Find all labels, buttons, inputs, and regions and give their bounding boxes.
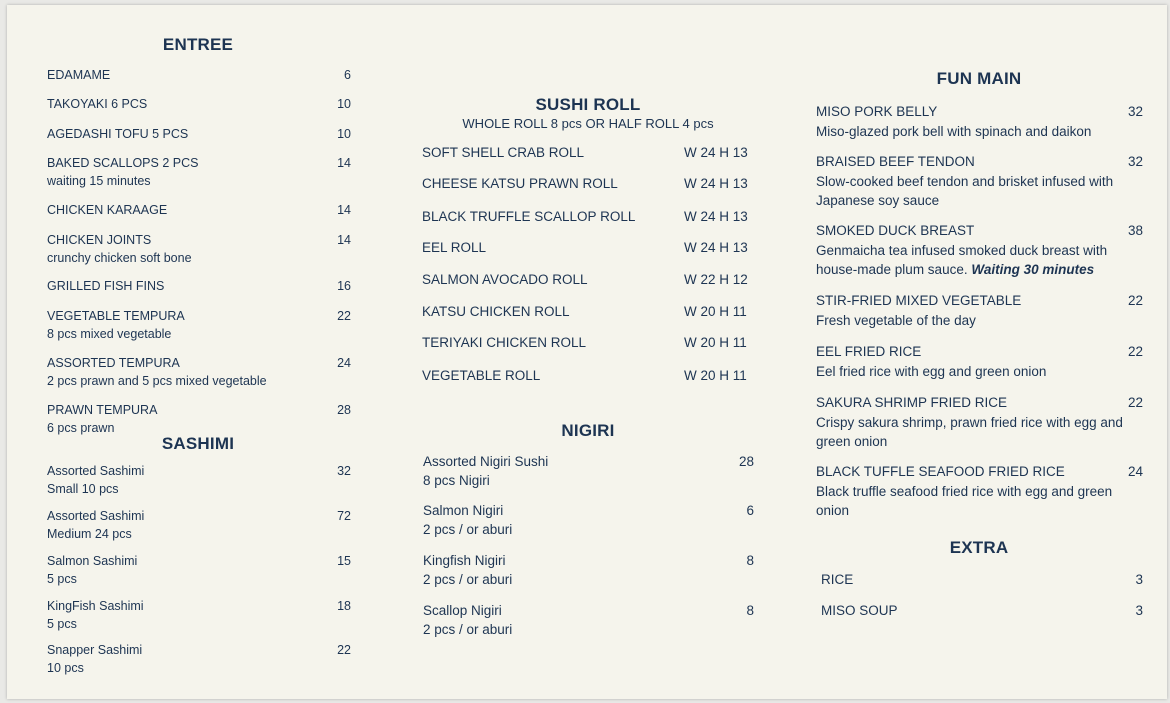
entree-item [47,201,351,219]
item-name: KingFish Sashimi [47,599,144,613]
item-name: SMOKED DUCK BREAST [816,223,975,238]
item-price: 14 [337,156,351,170]
item-description: Fresh vegetable of the day [816,312,976,328]
item-name: Scallop Nigiri [423,603,502,618]
sashimi-item [47,507,351,543]
item-description: 5 pcs [47,617,77,631]
roll-name: VEGETABLE ROLL [422,368,541,383]
sushi-roll-item [422,303,762,321]
fun-main-heading: FUN MAIN [936,69,1022,88]
sashimi-item [47,462,351,498]
item-description: Black truffle seafood fried rice with egg and green onion [816,483,1113,518]
sashimi-heading: SASHIMI [161,434,235,453]
item-name: CHICKEN JOINTS [47,233,152,247]
item-name: STIR-FRIED MIXED VEGETABLE [816,293,1022,308]
item-name: Assorted Sashimi [47,464,145,478]
item-description: 6 pcs prawn [47,421,115,435]
item-name: Salmon Sashimi [47,554,138,568]
extra-heading: EXTRA [949,538,1009,557]
item-name: RICE [821,572,854,587]
fun-main-item [816,291,1143,330]
item-price: 32 [1127,104,1143,119]
fun-main-item [816,462,1143,521]
entree-item [47,154,351,190]
nigiri-item [423,453,754,490]
item-price: 38 [1127,223,1143,238]
item-price: 15 [337,554,351,568]
roll-name: SALMON AVOCADO ROLL [422,272,588,287]
roll-name: EEL ROLL [422,240,487,255]
sushi-roll-item [422,367,762,385]
item-name: BRAISED BEEF TENDON [816,154,975,169]
item-name: MISO PORK BELLY [816,104,938,119]
item-price: 6 [746,503,754,518]
nigiri-item [423,602,754,639]
item-price: 22 [337,643,351,657]
sushi-roll-item [422,208,762,226]
item-description: 2 pcs / or aburi [423,521,513,537]
item-name: BAKED SCALLOPS 2 PCS [47,156,199,170]
item-description: Small 10 pcs [47,482,119,496]
sushi-roll-item [422,271,762,289]
item-description: 2 pcs prawn and 5 pcs mixed vegetable [47,374,267,388]
fun-main-item [816,221,1143,280]
item-name: EDAMAME [47,68,111,82]
entree-item [47,401,351,437]
item-name: PRAWN TEMPURA [47,403,158,417]
item-name: CHICKEN KARAAGE [47,203,168,217]
item-price: 32 [337,464,351,478]
item-description: 2 pcs / or aburi [423,571,513,587]
roll-name: KATSU CHICKEN ROLL [422,304,570,319]
roll-price: W 24 H 13 [684,209,748,224]
roll-name: BLACK TRUFFLE SCALLOP ROLL [422,209,636,224]
item-name: TAKOYAKI 6 PCS [47,97,148,111]
menu-page [7,5,1167,699]
item-price: 3 [1135,572,1143,587]
roll-name: TERIYAKI CHICKEN ROLL [422,335,587,350]
item-price: 22 [1127,344,1143,359]
item-description: 8 pcs Nigiri [423,472,490,488]
item-name: MISO SOUP [821,603,898,618]
item-price: 8 [746,553,754,568]
item-description: Miso-glazed pork bell with spinach and daikon [816,123,1092,139]
item-price: 3 [1135,603,1143,618]
fun-main-item [816,342,1143,381]
item-name: EEL FRIED RICE [816,344,922,359]
roll-price: W 24 H 13 [684,176,748,191]
item-price: 10 [337,127,351,141]
item-price: 14 [337,203,351,217]
item-price: 22 [1127,395,1143,410]
item-price: 14 [337,233,351,247]
item-description: Slow-cooked beef tendon and brisket infused with Japanese soy sauce [816,173,1114,208]
item-name: AGEDASHI TOFU 5 PCS [47,127,189,141]
item-name: Kingfish Nigiri [423,553,506,568]
roll-price: W 20 H 11 [684,335,747,350]
entree-heading: ENTREE [162,35,234,54]
item-description: 2 pcs / or aburi [423,621,513,637]
item-price: 28 [738,454,754,469]
item-description: Crispy sakura shrimp, prawn fried rice with egg and green onion [816,414,1123,449]
item-price: 16 [337,279,351,293]
item-price: 72 [337,509,351,523]
item-price: 6 [344,68,351,82]
item-price: 24 [337,356,351,370]
entree-item [47,307,351,343]
nigiri-item [423,502,754,539]
extra-item [821,601,1143,621]
item-name: BLACK TUFFLE SEAFOOD FRIED RICE [816,464,1065,479]
item-note: Waiting 30 minutes [971,262,1095,277]
sashimi-item [47,597,351,633]
item-description: Eel fried rice with egg and green onion [816,363,1047,379]
sushi-roll-item [422,175,762,193]
sashimi-item [47,641,351,677]
item-description: crunchy chicken soft bone [47,251,192,265]
sushi-roll-item [422,334,762,352]
item-description: Medium 24 pcs [47,527,132,541]
item-price: 24 [1127,464,1143,479]
entree-item [47,354,351,390]
item-description: 5 pcs [47,572,77,586]
item-price: 32 [1127,154,1143,169]
entree-item [47,231,351,267]
item-name: VEGETABLE TEMPURA [47,309,185,323]
item-name: Snapper Sashimi [47,643,143,657]
entree-item [47,125,351,143]
item-name: Assorted Nigiri Sushi [423,454,549,469]
fun-main-item [816,102,1143,141]
item-price: 8 [746,603,754,618]
item-price: 22 [1127,293,1143,308]
item-name: Assorted Sashimi [47,509,145,523]
item-name: ASSORTED TEMPURA [47,356,180,370]
roll-price: W 20 H 11 [684,368,747,383]
sushi-roll-item [422,239,762,257]
extra-item [821,570,1143,590]
entree-item [47,277,351,295]
item-price: 18 [337,599,351,613]
entree-item [47,95,351,113]
sushi-roll-heading: SUSHI ROLL [535,95,641,114]
item-description: Genmaicha tea infused smoked duck breast with house-made plum sauce. [816,242,1108,277]
entree-item [47,66,351,84]
sushi-roll-item [422,144,762,162]
sushi-roll-subtitle: WHOLE ROLL 8 pcs OR HALF ROLL 4 pcs [462,116,714,131]
roll-price: W 24 H 13 [684,240,748,255]
fun-main-item [816,152,1143,211]
item-price: 28 [337,403,351,417]
roll-name: CHEESE KATSU PRAWN ROLL [422,176,618,191]
item-name: Salmon Nigiri [423,503,504,518]
nigiri-item [423,552,754,589]
item-price: 22 [337,309,351,323]
item-name: SAKURA SHRIMP FRIED RICE [816,395,1008,410]
roll-price: W 24 H 13 [684,145,748,160]
item-description: 10 pcs [47,661,84,675]
item-description: waiting 15 minutes [47,174,151,188]
sashimi-item [47,552,351,588]
roll-name: SOFT SHELL CRAB ROLL [422,145,585,160]
fun-main-item [816,393,1143,452]
item-price: 10 [337,97,351,111]
item-description: 8 pcs mixed vegetable [47,327,172,341]
roll-price: W 20 H 11 [684,304,747,319]
roll-price: W 22 H 12 [684,272,748,287]
nigiri-heading: NIGIRI [561,421,615,440]
item-name: GRILLED FISH FINS [47,279,165,293]
